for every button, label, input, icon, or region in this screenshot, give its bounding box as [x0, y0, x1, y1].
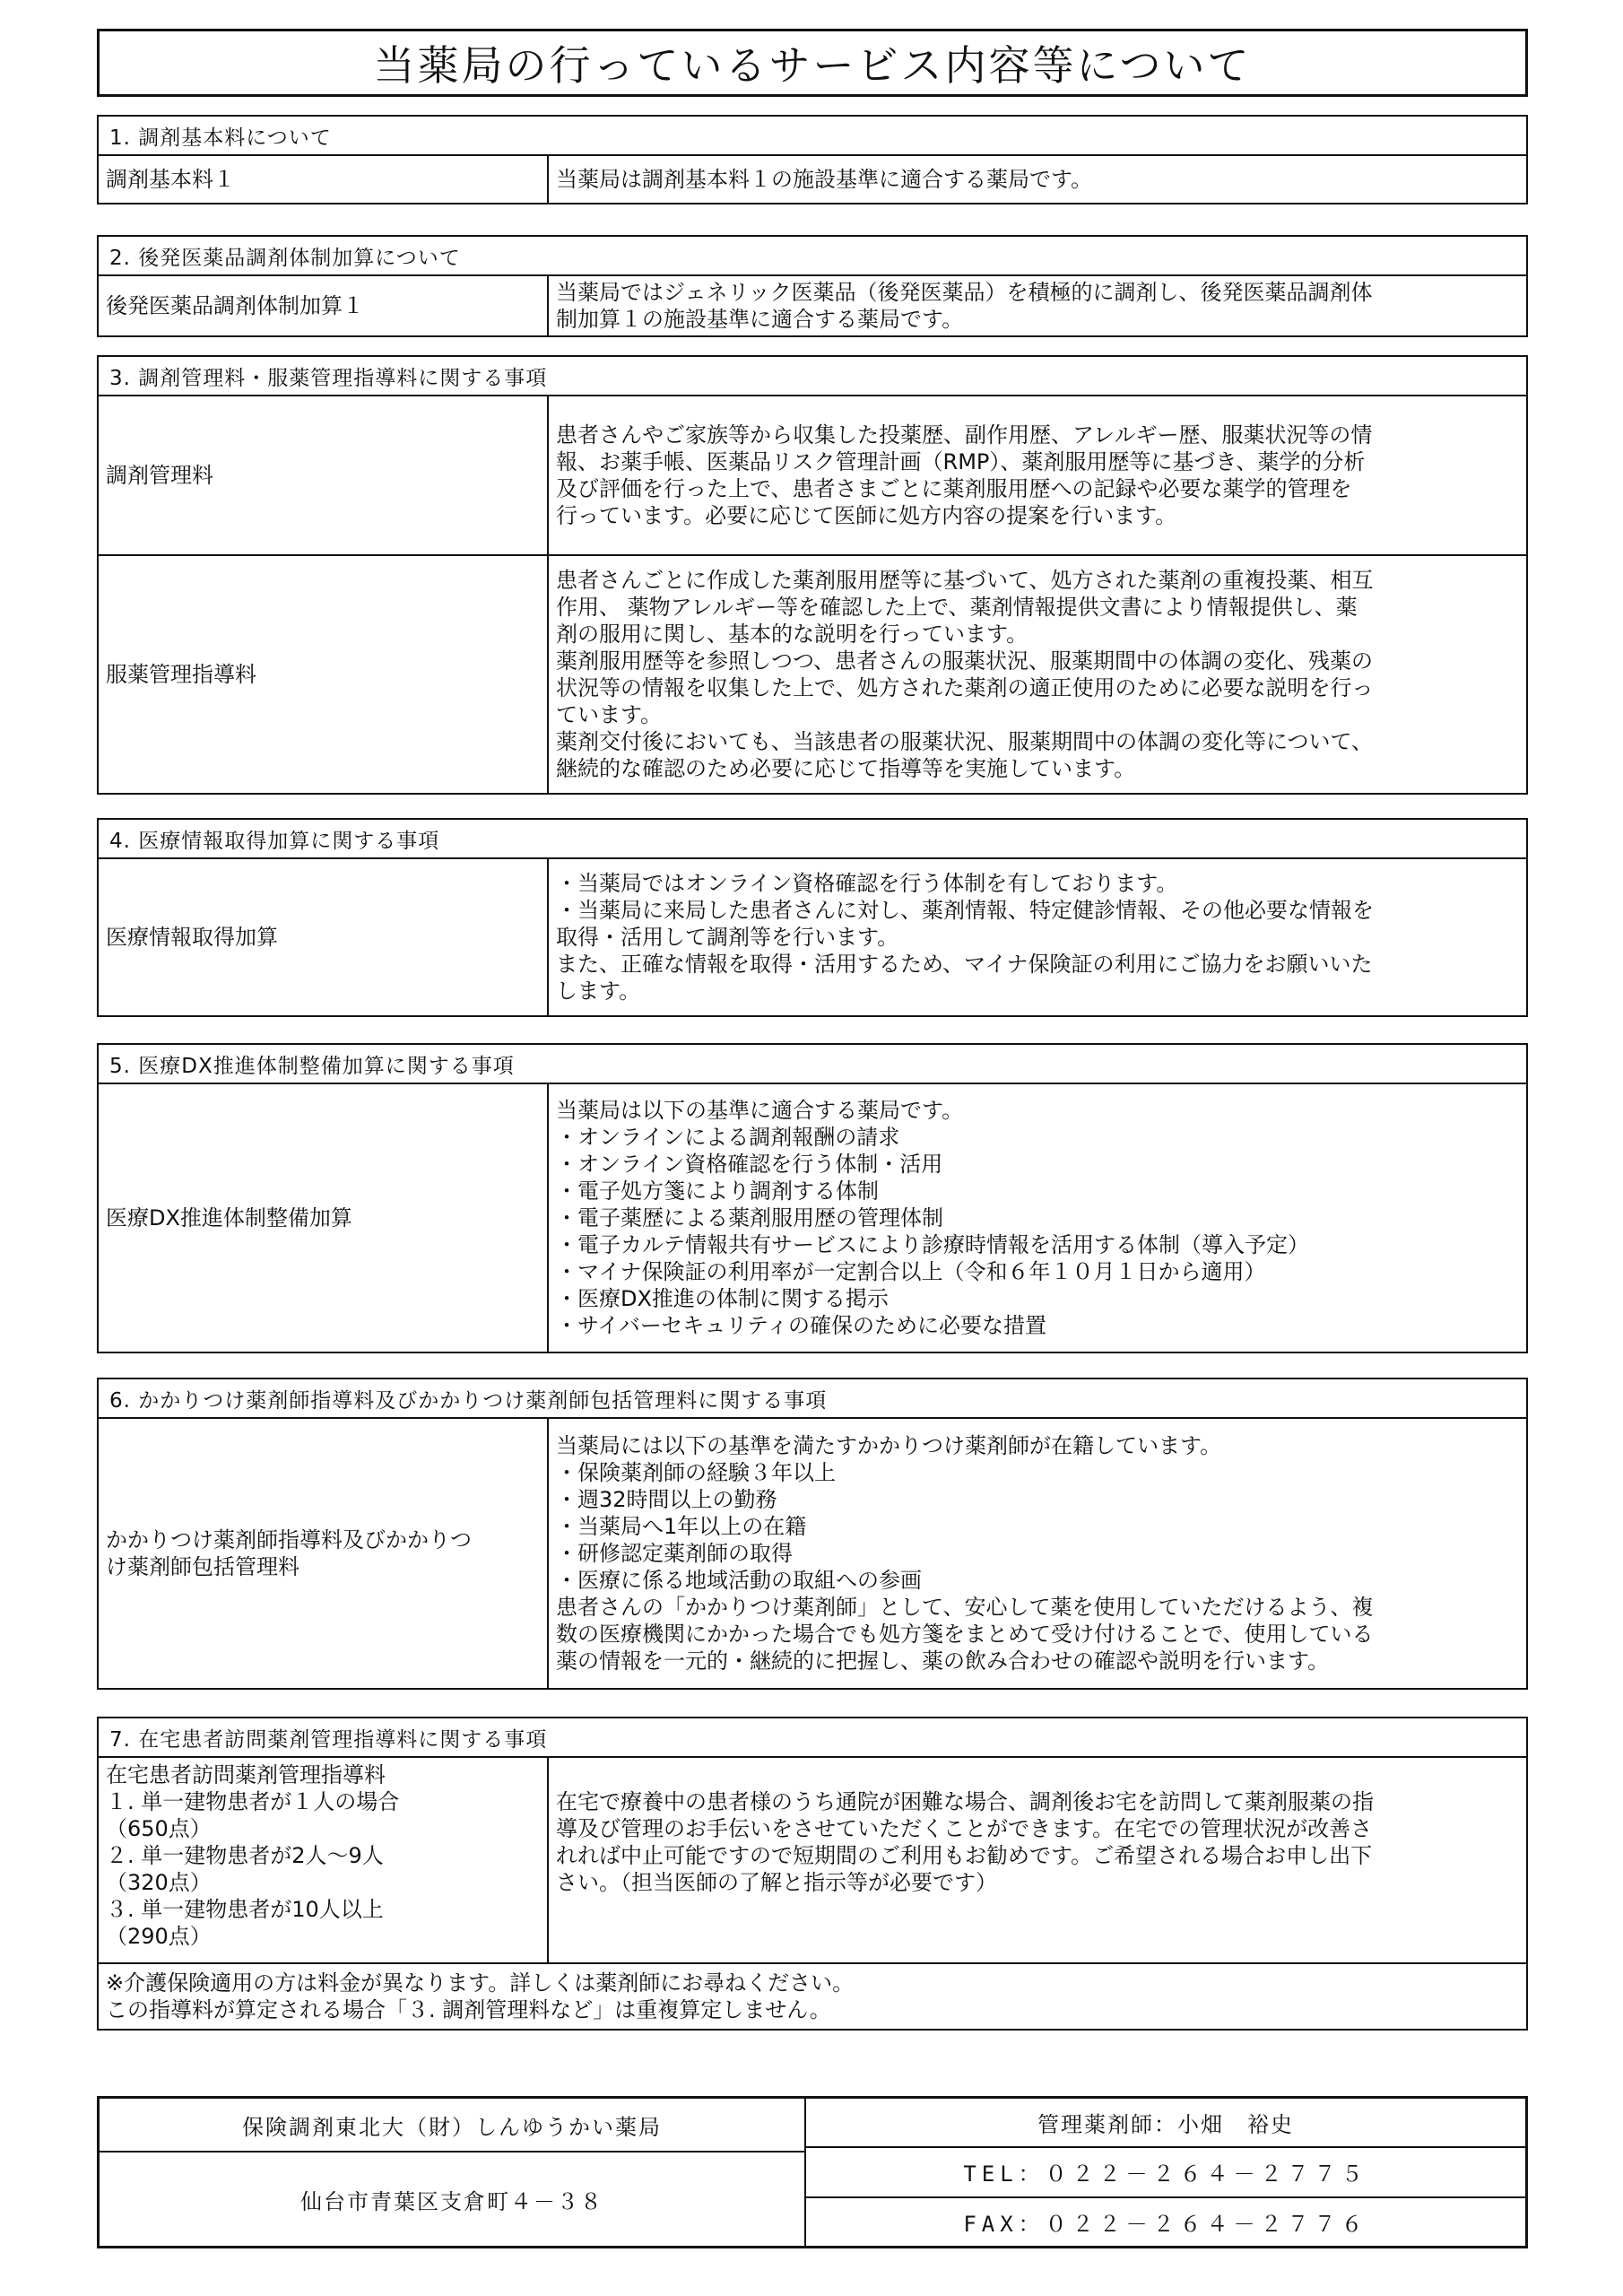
item-label: 服薬管理指導料 [99, 556, 549, 793]
item-label: 調剤管理料 [99, 396, 549, 554]
section-heading: 2. 後発医薬品調剤体制加算について [99, 237, 1526, 276]
section-heading: 6. かかりつけ薬剤師指導料及びかかりつけ薬剤師包括管理料に関する事項 [99, 1379, 1526, 1419]
item-label: かかりつけ薬剤師指導料及びかかりつ け薬剤師包括管理料 [99, 1419, 549, 1688]
pharmacy-info-footer [97, 2096, 1528, 2248]
item-description: 患者さんやご家族等から収集した投薬歴、副作用歴、アレルギー歴、服薬状況等の情 報、お薬手帳、医薬品リスク管理計画（RMP）、薬剤服用歴等に基づき、薬学的分析 及び評価を行った上で、患者さまごとに薬剤服用歴への記録や必要な薬学的管理を 行っています。必要に応じて医師に処方内容の提案を行います。 [556, 422, 1373, 528]
item-label: 在宅患者訪問薬剤管理指導料 １. 単一建物患者が１人の場合 （650点） ２. 単一建物患者が2人〜9人 （320点） ３. 単一建物患者が10人以上 （290点） [99, 1758, 549, 1962]
notes: ※介護保険適用の方は料金が異なります。詳しくは薬剤師にお尋ねください。 この指導料が算定される場合「３. 調剤管理料など」は重複算定しません。 [99, 1962, 1526, 2029]
section-heading: 3. 調剤管理料・服薬管理指導料に関する事項 [99, 357, 1526, 396]
page-title: 当薬局の行っているサービス内容等について [97, 29, 1528, 97]
item-description: 当薬局は調剤基本料１の施設基準に適合する薬局です。 [556, 167, 1093, 192]
manager-pharmacist: 管理薬剤師：小畑 裕史 [1037, 2112, 1294, 2138]
item-label: 調剤基本料１ [99, 156, 549, 203]
item-label: 医療DX推進体制整備加算 [99, 1084, 549, 1352]
section-heading: 5. 医療DX推進体制整備加算に関する事項 [99, 1045, 1526, 1084]
section-heading: 1. 調剤基本料について [99, 117, 1526, 156]
item-description: 在宅で療養中の患者様のうち通院が困難な場合、調剤後お宅を訪問して薬剤服薬の指 導及び管理のお手伝いをさせていただくことができます。在宅での管理状況が改善さ れれば中止可能ですので短期間のご利用もお勧めです。ご希望される場合お申し出下 さい。（担当医師の了解と指示等が必要です） [556, 1789, 1374, 1895]
section-2 [97, 235, 1528, 337]
item-label: 後発医薬品調剤体制加算１ [99, 276, 549, 335]
section-5 [97, 1043, 1528, 1353]
pharmacy-name: 保険調剤東北大（財）しんゆうかい薬局 [100, 2099, 804, 2152]
section-1 [97, 115, 1528, 204]
item-description: 当薬局は以下の基準に適合する薬局です。 ・オンラインによる調剤報酬の請求 ・オンライン資格確認を行う体制・活用 ・電子処方箋により調剤する体制 ・電子薬歴による薬剤服用歴の管理体制 ・電子カルテ情報共有サービスにより診療時情報を活用する体制（導入予定） ・マイナ保険証の利用率が一定割合以上（令和６年１０月１日から適用） ・医療DX推進の体制に関する掲示 ・サイバーセキュリティの確保のために必要な措置 [556, 1098, 1309, 1338]
section-3 [97, 355, 1528, 795]
item-description: 患者さんごとに作成した薬剤服用歴等に基づいて、処方された薬剤の重複投薬、相互 作用、 薬物アレルギー等を確認した上で、薬剤情報提供文書により情報提供し、薬 剤の服用に関し、基本的な説明を行っています。 薬剤服用歴等を参照しつつ、患者さんの服薬状況、服薬期間中の体調の変化、残薬の 状況等の情報を収集した上で、処方された薬剤の適正使用のために必要な説明を行っ ています。 薬剤交付後においても、当該患者の服薬状況、服薬期間中の体調の変化等について、 継続的な確認のため必要に応じて指導等を実施しています。 [556, 568, 1374, 781]
phone-number: TEL：０２２－２６４－２７７５ [806, 2146, 1525, 2196]
fax-number: FAX：０２２－２６４－２７７６ [806, 2196, 1525, 2246]
item-description: ・当薬局ではオンライン資格確認を行う体制を有しております。 ・当薬局に来局した患者さんに対し、薬剤情報、特定健診情報、その他必要な情報を 取得・活用して調剤等を行います。 また、正確な情報を取得・活用するため、マイナ保険証の利用にご協力をお願いいた します。 [556, 871, 1374, 1004]
item-description: 当薬局には以下の基準を満たすかかりつけ薬剤師が在籍しています。 ・保険薬剤師の経験３年以上 ・週32時間以上の勤務 ・当薬局へ1年以上の在籍 ・研修認定薬剤師の取得 ・医療に係る地域活動の取組への参画 患者さんの「かかりつけ薬剤師」として、安心して薬を使用していただけるよう、複 数の医療機関にかかった場合でも処方箋をまとめて受け付けることで、使用している 薬の情報を一元的・継続的に把握し、薬の飲み合わせの確認や説明を行います。 [556, 1433, 1374, 1674]
section-4 [97, 818, 1528, 1017]
section-heading: 4. 医療情報取得加算に関する事項 [99, 820, 1526, 859]
item-label: 医療情報取得加算 [99, 859, 549, 1015]
section-7 [97, 1717, 1528, 2031]
pharmacy-address: 仙台市青葉区支倉町４－３８ [300, 2188, 603, 2214]
section-6 [97, 1378, 1528, 1690]
item-description: 当薬局ではジェネリック医薬品（後発医薬品）を積極的に調剤し、後発医薬品調剤体 制加算１の施設基準に適合する薬局です。 [556, 280, 1373, 332]
section-heading: 7. 在宅患者訪問薬剤管理指導料に関する事項 [99, 1718, 1526, 1758]
